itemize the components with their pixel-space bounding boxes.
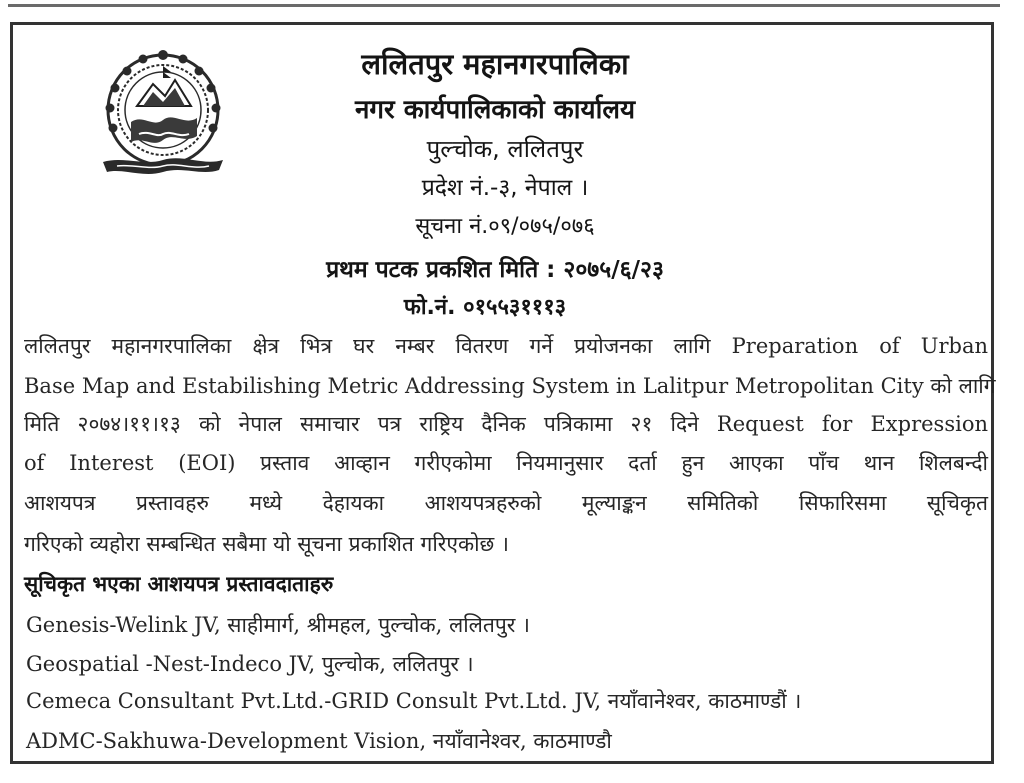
body-text-line: आशयपत्र प्रस्तावहरु मध्ये देहायका आशयपत्रहरुको मूल्याङ्कन समितिको सिफारिसमा सूचिकृत bbox=[24, 491, 988, 515]
phone-number: फो.नं. ०१५५३१११३ bbox=[403, 295, 567, 320]
body-text-line: ललितपुर महानगरपालिका क्षेत्र भित्र घर नम्बर वितरण गर्ने प्रयोजनका लागि Preparation of Urban bbox=[24, 334, 988, 358]
body-text-line: of Interest (EOI) प्रस्ताव आव्हान गरीएकोमा नियमानुसार दर्ता हुन आएका पाँच थान शिलबन्दी bbox=[24, 451, 988, 475]
body-text-line: Base Map and Estabilishing Metric Addressing System in Lalitpur Metropolitan City को लागि bbox=[24, 374, 996, 398]
shortlisted-firm: Genesis-Welink JV, साहीमार्ग, श्रीमहल, पुल्चोक, ललितपुर । bbox=[26, 613, 531, 637]
publication-date: प्रथम पटक प्रकशित मिति : २०७५/६/२३ bbox=[326, 257, 664, 283]
office-address: पुल्चोक, ललितपुर bbox=[426, 135, 584, 163]
shortlisted-firm: Cemeca Consultant Pvt.Ltd.-GRID Consult Pvt.Ltd. JV, नयाँवानेश्वर, काठमाण्डौं । bbox=[26, 689, 802, 713]
notice-number: सूचना नं.०९/०७५/०७६ bbox=[415, 214, 595, 239]
shortlist-heading: सूचिकृत भएका आशयपत्र प्रस्तावदाताहरु bbox=[24, 572, 334, 596]
top-rule bbox=[8, 4, 1000, 7]
province-line: प्रदेश नं.-३, नेपाल । bbox=[421, 175, 589, 201]
shortlisted-firm: Geospatial -Nest-Indeco JV, पुल्चोक, ललितपुर । bbox=[26, 652, 474, 676]
body-text-line: मिति २०७४।११।१३ को नेपाल समाचार पत्र राष्ट्रिय दैनिक पत्रिकामा २१ दिने Request for Expression bbox=[24, 412, 988, 436]
body-text-line: गरिएको व्यहोरा सम्बन्धित सबैमा यो सूचना प्रकाशित गरिएकोछ । bbox=[24, 532, 509, 556]
shortlisted-firm: ADMC-Sakhuwa-Development Vision, नयाँवानेश्वर, काठमाण्डौ bbox=[26, 729, 612, 753]
office-name: ललितपुर महानगरपालिका bbox=[361, 47, 629, 81]
office-department: नगर कार्यपालिकाको कार्यालय bbox=[354, 95, 636, 125]
